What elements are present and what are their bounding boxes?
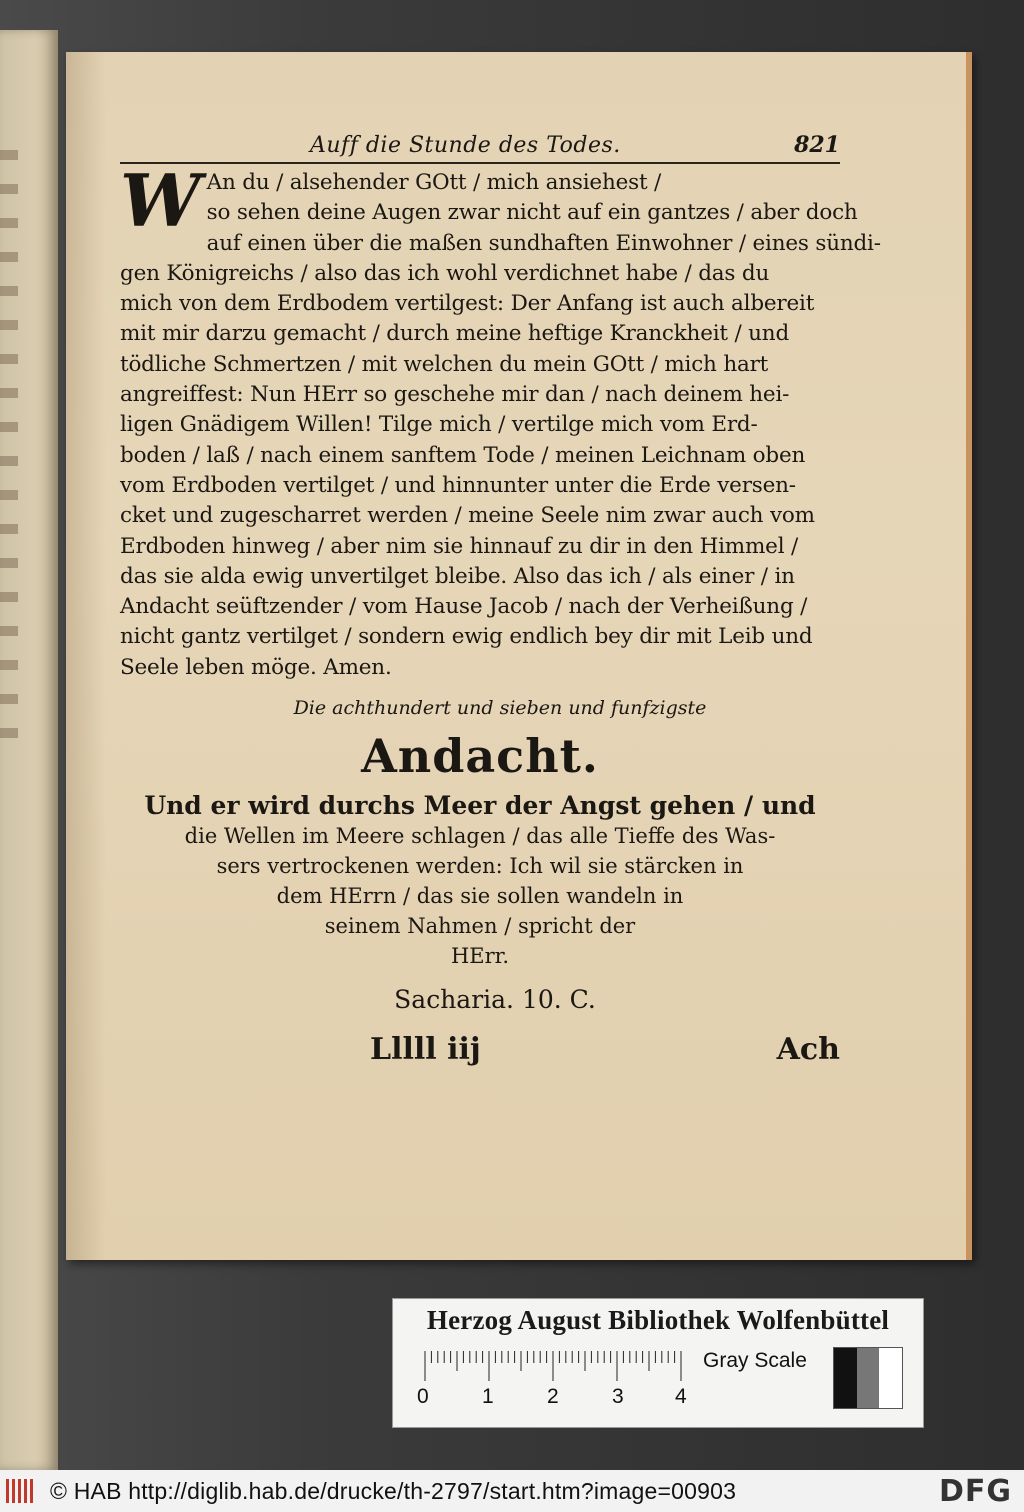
previous-page-edge (0, 30, 58, 1470)
book-page (66, 52, 972, 1260)
text-block (120, 132, 881, 1068)
ruler-labels (417, 1385, 707, 1409)
gray-scale-label: Gray Scale (703, 1349, 807, 1372)
swatch-gray (857, 1348, 880, 1408)
text-line: An du / alsehender GOtt / mich ansiehest / (206, 170, 662, 195)
footer-bar (0, 1470, 1024, 1512)
library-name: Herzog August Bibliothek Wolfenbüttel (426, 1305, 890, 1335)
motto-line: sers vertrockenen werden: Ich wil sie stärcken in (216, 854, 744, 879)
text-line: auf einen über die maßen sundhaften Einwohner / eines sündi- (206, 230, 881, 256)
page-footer-row (120, 1032, 840, 1067)
gray-swatches (833, 1347, 903, 1409)
text-line: Seele leben möge. Amen. (120, 654, 392, 680)
section-title: Andacht. (361, 729, 599, 784)
text-line: boden / laß / nach einem sanftem Tode / meinen Leichnam oben (120, 442, 806, 468)
text-line: mich von dem Erdbodem vertilgest: Der Anfang ist auch albereit (120, 291, 815, 317)
ruler-label: 4 (675, 1385, 687, 1408)
ruler-label: 2 (547, 1385, 559, 1408)
running-head (120, 132, 840, 164)
swatch-black (834, 1348, 857, 1408)
catchword: Ach (776, 1032, 840, 1068)
section-number-heading: Die achthundert und sieben und funfzigste (293, 697, 707, 720)
previous-page-text-edge (0, 150, 18, 750)
signature-mark: Lllll iij (370, 1032, 481, 1068)
text-line: vom Erdboden vertilget / und hinnunter unter die Erde versen- (120, 472, 796, 498)
text-line: Erdboden hinweg / aber nim sie hinnauf zu dir in den Himmel / (120, 533, 799, 559)
drop-initial: W (120, 158, 201, 243)
swatch-white (879, 1348, 902, 1408)
color-scale-card (392, 1298, 924, 1428)
text-line: nicht gantz vertilget / sondern ewig endlich bey dir mit Leib und (120, 624, 813, 650)
ruler-scale (423, 1351, 683, 1381)
text-line: so sehen deine Augen zwar nicht auf ein gantzes / aber doch (206, 200, 858, 226)
text-line: cket und zugescharret werden / meine Seele nim zwar auch vom (120, 503, 815, 529)
running-title: Auff die Stunde des Todes. (310, 133, 621, 158)
prayer-text (120, 158, 881, 683)
text-line: ligen Gnädigem Willen! Tilge mich / vertilge mich vom Erd- (120, 412, 758, 438)
motto-line: seinem Nahmen / spricht der (324, 914, 636, 939)
copyright-url: © HAB http://diglib.hab.de/drucke/th-2797/start.htm?image=00903 (50, 1477, 737, 1504)
text-line: angreiffest: Nun HErr so geschehe mir dan / nach deinem hei- (120, 382, 790, 408)
ruler-label: 3 (612, 1385, 624, 1408)
text-line: gen Königreichs / also das ich wohl verdichnet habe / das du (120, 260, 770, 286)
page-number: 821 (794, 132, 840, 158)
bible-citation: Sacharia. 10. C. (394, 985, 596, 1015)
ruler-label: 0 (417, 1385, 429, 1408)
motto-line: dem HErrn / das sie sollen wandeln in (276, 884, 684, 909)
text-line: das sie alda ewig unvertilget bleibe. Also das ich / als einer / in (120, 563, 795, 589)
motto-line: Und er wird durchs Meer der Angst gehen / und (144, 791, 816, 821)
dfg-logo: DFG (938, 1473, 1012, 1509)
hab-logo-icon (6, 1477, 36, 1505)
bible-motto (120, 791, 840, 971)
text-line: Andacht seüftzender / vom Hause Jacob / nach der Verheißung / (120, 594, 808, 620)
ruler-label: 1 (482, 1385, 494, 1408)
text-line: mit mir darzu gemacht / durch meine heftige Kranckheit / und (120, 321, 790, 347)
motto-line: die Wellen im Meere schlagen / das alle Tieffe des Was- (184, 824, 776, 849)
motto-line: HErr. (450, 944, 510, 969)
text-line: tödliche Schmertzen / mit welchen du mein GOtt / mich hart (120, 351, 769, 377)
